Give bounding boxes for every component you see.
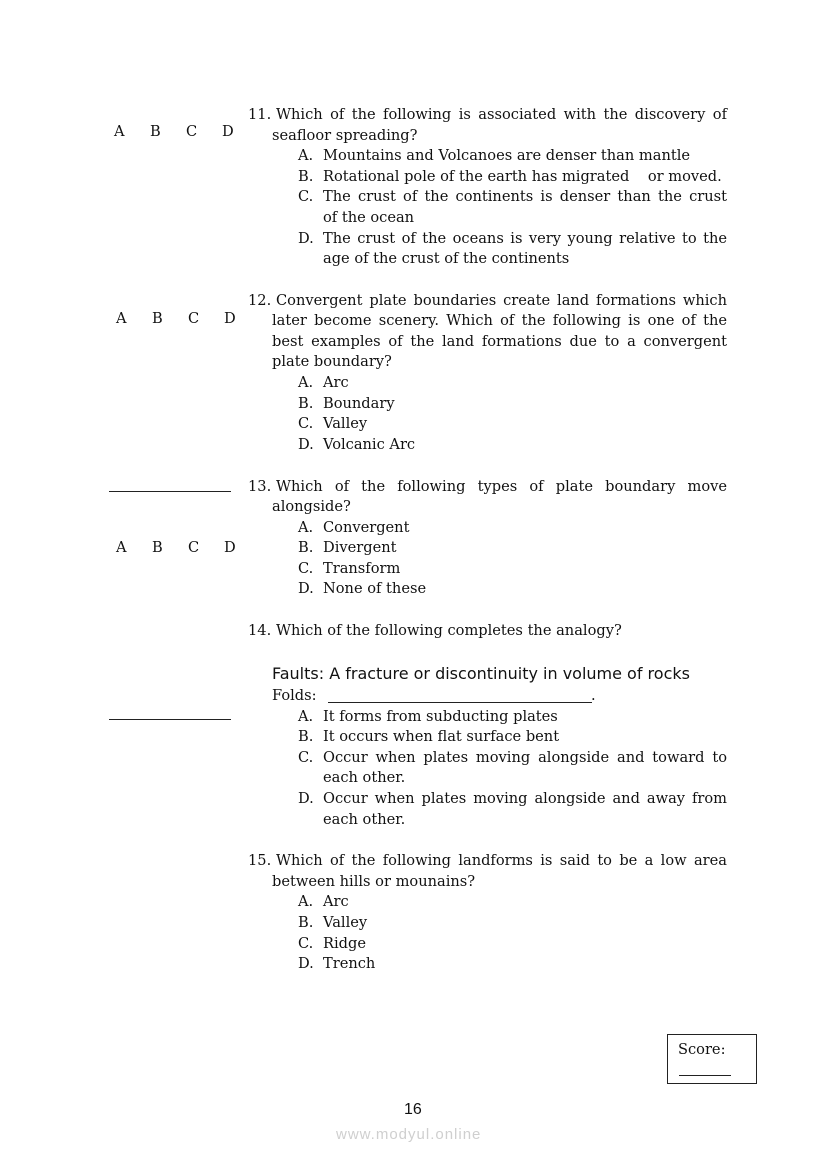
question-number: 15. [248, 852, 272, 869]
answer-blank-q14[interactable] [109, 719, 231, 720]
question-stem-line: Convergent plate boundaries create land formations which [276, 292, 727, 309]
option-b: B. Rotational pole of the earth has migrated or moved. [298, 168, 722, 185]
answer-blank-q13[interactable] [109, 491, 231, 492]
option-c: C. [298, 749, 314, 766]
question-stem-line: Which of the following landforms is said to be a low area [276, 852, 727, 869]
option-c-text: The crust of the continents is denser than the crust [323, 188, 727, 205]
question-stem-line: Which of the following completes the analogy? [276, 622, 622, 639]
option-b: B. Boundary [298, 395, 395, 412]
folds-label: Folds: [272, 687, 317, 704]
option-d: D. None of these [298, 580, 427, 597]
question-stem-line: later become scenery. Which of the following is one of the [272, 312, 727, 329]
question-stem-line: alongside? [272, 498, 351, 515]
answer-choices-q11 [114, 122, 258, 142]
choice-b: B [150, 123, 161, 140]
option-c-text-cont: of the ocean [323, 209, 415, 226]
question-number: 14. [248, 622, 272, 639]
question-stem-line: between hills or mounains? [272, 873, 476, 890]
watermark: www.modyul.online [336, 1126, 482, 1143]
option-b: B. Divergent [298, 539, 397, 556]
option-c: C. Valley [298, 415, 368, 432]
question-number: 13. [248, 478, 272, 495]
answer-choices-q12 [116, 309, 260, 329]
choice-d: D [222, 123, 234, 140]
question-number: 12. [248, 292, 272, 309]
question-stem-line: Which of the following types of plate boundary move [276, 478, 727, 495]
score-blank[interactable] [679, 1075, 731, 1076]
option-d-text-cont: age of the crust of the continents [323, 250, 570, 267]
option-c: C. [298, 188, 314, 205]
option-a: A. Mountains and Volcanoes are denser than mantle [298, 147, 691, 164]
option-a: A. Convergent [298, 519, 410, 536]
choice-a: A [116, 539, 127, 556]
choice-c: C [186, 123, 198, 140]
folds-end: . [591, 687, 596, 704]
folds-blank[interactable] [328, 702, 592, 703]
option-b: B. It occurs when flat surface bent [298, 728, 560, 745]
choice-a: A [114, 123, 125, 140]
choice-c: C [188, 539, 200, 556]
question-stem-line: plate boundary? [272, 353, 392, 370]
option-d-text-cont: each other. [323, 811, 406, 828]
choice-a: A [116, 310, 127, 327]
option-b: B. Valley [298, 914, 368, 931]
option-d: D. [298, 790, 314, 807]
option-d: D. Volcanic Arc [298, 436, 416, 453]
option-a: A. Arc [298, 893, 349, 910]
choice-d: D [224, 310, 236, 327]
option-c: C. Ridge [298, 935, 366, 952]
page-number: 16 [404, 1101, 422, 1118]
question-stem-line: best examples of the land formations due to a convergent [272, 333, 727, 350]
analogy-text: Faults: A fracture or discontinuity in volume of rocks [272, 664, 690, 683]
option-c-text: Occur when plates moving alongside and toward to [323, 749, 727, 766]
choice-b: B [152, 539, 163, 556]
option-d: D. [298, 230, 314, 247]
option-d: D. Trench [298, 955, 376, 972]
option-c-text-cont: each other. [323, 769, 406, 786]
question-stem-line: Which of the following is associated with the discovery of [276, 106, 727, 123]
option-d-text: The crust of the oceans is very young relative to the [323, 230, 727, 247]
option-a: A. Arc [298, 374, 349, 391]
score-label: Score: [678, 1041, 726, 1058]
score-box [667, 1034, 757, 1084]
choice-d: D [224, 539, 236, 556]
choice-b: B [152, 310, 163, 327]
option-a: A. It forms from subducting plates [298, 708, 558, 725]
option-c: C. Transform [298, 560, 401, 577]
option-d-text: Occur when plates moving alongside and away from [323, 790, 727, 807]
choice-c: C [188, 310, 200, 327]
question-stem-line: seafloor spreading? [272, 127, 418, 144]
answer-choices-q13 [116, 538, 260, 558]
question-number: 11. [248, 106, 272, 123]
